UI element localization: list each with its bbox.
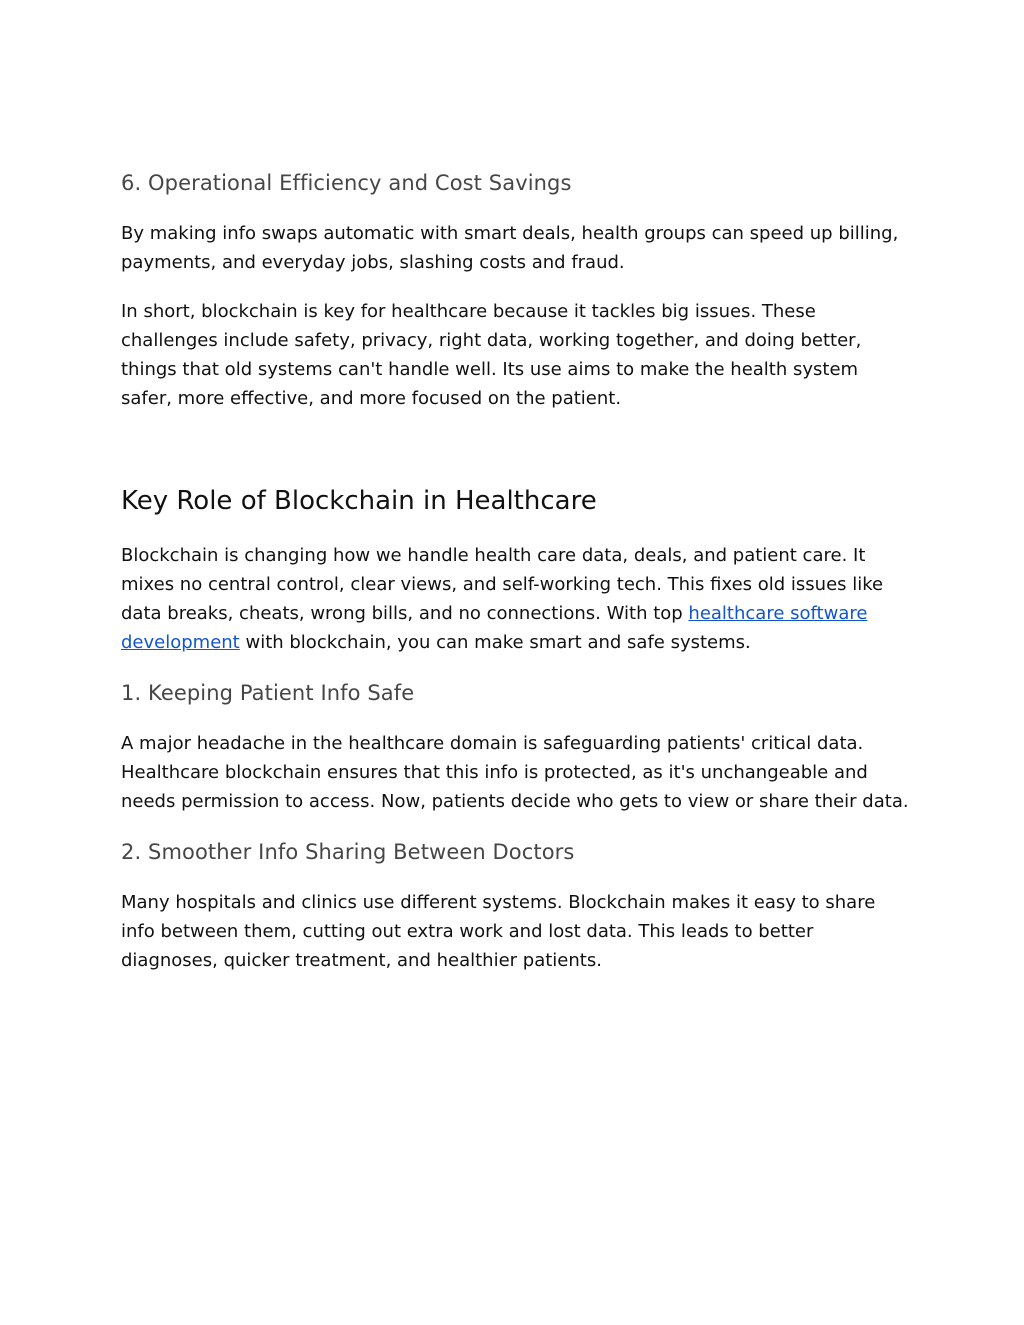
document-page xyxy=(121,168,911,975)
healthcare-software-development-link[interactable]: healthcare software development xyxy=(121,603,868,653)
key-role-text-before-link: Blockchain is changing how we handle health care data, deals, and patient care. It mixes no central control, clear views, and self-working tech. This fixes old issues like data breaks, cheats, wrong bills, and no connections. With top xyxy=(121,545,884,624)
section-6-paragraph-1: By making info swaps automatic with smart deals, health groups can speed up billing, payments, and everyday jobs, slashing costs and fraud. xyxy=(121,223,899,273)
section-6-paragraph-2: In short, blockchain is key for healthcare because it tackles big issues. These challenges include safety, privacy, right data, working together, and doing better, things that old systems can't handle well. Its use aims to make the health system safer, more effective, and more focused on the patient. xyxy=(121,301,862,409)
key-role-heading: Key Role of Blockchain in Healthcare xyxy=(121,486,597,516)
key-role-text-after-link: with blockchain, you can make smart and safe systems. xyxy=(239,632,751,653)
subsection-2-paragraph: Many hospitals and clinics use different systems. Blockchain makes it easy to share info between them, cutting out extra work and lost data. This leads to better diagnoses, quicker treatment, and healthier patients. xyxy=(121,892,876,971)
section-6-heading: 6. Operational Efficiency and Cost Savings xyxy=(121,171,572,195)
subsection-1-heading: 1. Keeping Patient Info Safe xyxy=(121,681,415,705)
key-role-paragraph xyxy=(121,541,911,657)
subsection-2-heading: 2. Smoother Info Sharing Between Doctors xyxy=(121,840,575,864)
subsection-1-paragraph: A major headache in the healthcare domain is safeguarding patients' critical data. Healthcare blockchain ensures that this info is protected, as it's unchangeable and needs permission to access. Now, patients decide who gets to view or share their data. xyxy=(121,733,909,812)
